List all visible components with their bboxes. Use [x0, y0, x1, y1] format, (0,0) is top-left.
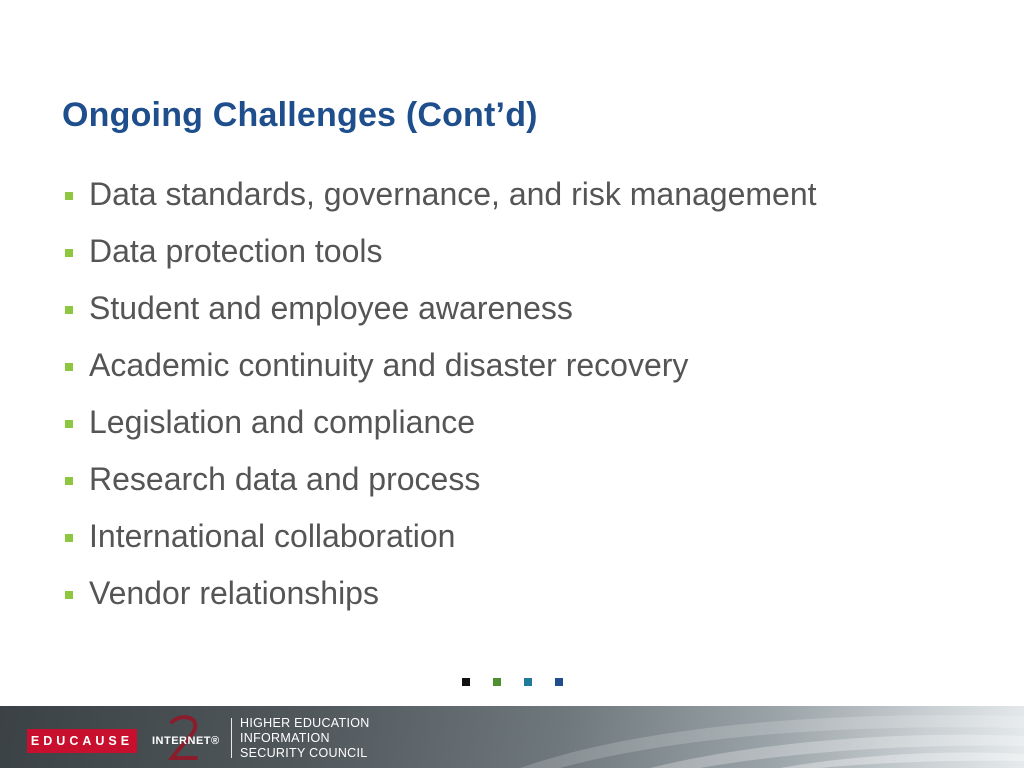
slide-title: Ongoing Challenges (Cont’d): [62, 96, 538, 134]
bullet-item: [62, 286, 962, 331]
bullet-item: [62, 229, 962, 274]
bullet-text: International collaboration: [89, 518, 456, 554]
bullet-item: [62, 343, 962, 388]
bullet-square-icon: [65, 306, 73, 314]
bullet-text: Data protection tools: [89, 233, 383, 269]
educause-logo: EDUCAUSE: [27, 729, 137, 753]
council-line: HIGHER EDUCATION: [240, 716, 370, 730]
bullet-item: [62, 172, 962, 217]
deco-square-icon: [555, 678, 563, 686]
bullet-square-icon: [65, 363, 73, 371]
bullet-text: Student and employee awareness: [89, 290, 573, 326]
internet2-logo: [150, 714, 225, 764]
bullet-square-icon: [65, 534, 73, 542]
bullet-text: Data standards, governance, and risk management: [89, 176, 817, 212]
bullet-item: [62, 457, 962, 502]
deco-square-icon: [524, 678, 532, 686]
council-line: INFORMATION: [240, 731, 330, 745]
bullet-text: Vendor relationships: [89, 575, 379, 611]
bullet-square-icon: [65, 591, 73, 599]
bullet-square-icon: [65, 477, 73, 485]
deco-square-icon: [493, 678, 501, 686]
bullet-list: [62, 172, 962, 628]
internet2-logo-text: INTERNET®: [152, 735, 220, 747]
council-line: SECURITY COUNCIL: [240, 746, 368, 760]
bullet-text: Academic continuity and disaster recovery: [89, 347, 689, 383]
council-name: [240, 716, 370, 761]
bullet-item: [62, 514, 962, 559]
bullet-text: Research data and process: [89, 461, 481, 497]
footer-divider: [231, 718, 232, 758]
deco-square-icon: [462, 678, 470, 686]
bullet-item: [62, 571, 962, 616]
bullet-square-icon: [65, 249, 73, 257]
bullet-text: Legislation and compliance: [89, 404, 476, 440]
footer-bar: [0, 706, 1024, 768]
bullet-square-icon: [65, 420, 73, 428]
bullet-square-icon: [65, 192, 73, 200]
decorative-squares: [462, 678, 563, 686]
bullet-item: [62, 400, 962, 445]
